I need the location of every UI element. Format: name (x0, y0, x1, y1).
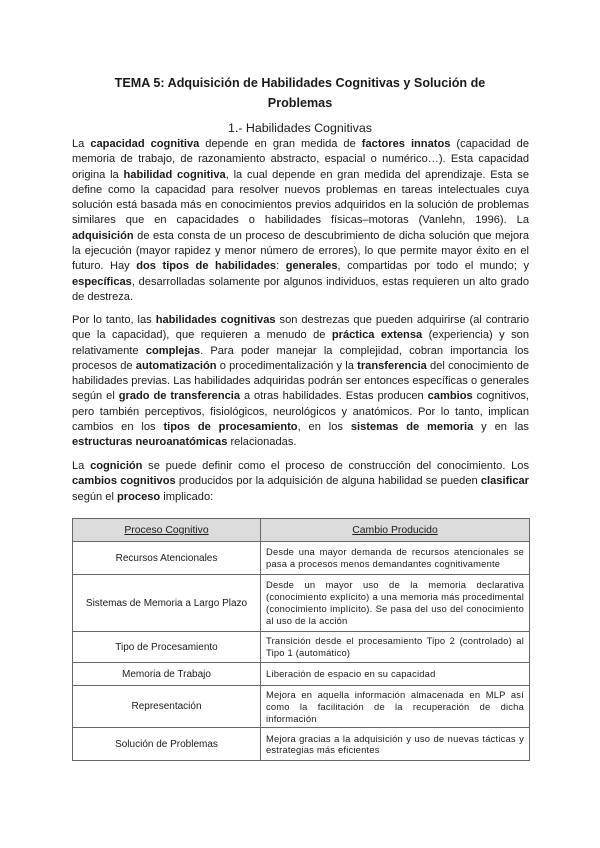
bold-term: cognición (90, 460, 143, 472)
bold-term: estructuras neuroanatómicas (72, 436, 228, 449)
cell-proceso: Memoria de Trabajo (73, 663, 261, 686)
text-run: relacionadas. (227, 436, 297, 449)
table-header-row (73, 519, 530, 542)
text-run: implicado: (160, 490, 214, 503)
text-run: cognitivos, pero también perceptivos, fisiológicos, neurológicos y anatómicos. Por lo tanto, implican cambios en los (72, 390, 529, 434)
cell-cambio: Liberación de espacio en su capacidad (261, 663, 530, 686)
text-run: , desarrolladas solamente por algunos individuos, estas requieren un alto grado de destreza. (72, 275, 529, 303)
text-run: se puede definir como el proceso de construcción del conocimiento. Los (142, 460, 530, 472)
header-cambio-producido: Cambio Producido (261, 519, 530, 542)
bold-term: capacidad cognitiva (90, 138, 200, 150)
table-row (73, 728, 530, 761)
cell-proceso: Recursos Atencionales (73, 542, 261, 575)
text-run: según el (72, 490, 118, 503)
bold-term: transferencia (357, 359, 427, 372)
cell-cambio: Mejora en aquella información almacenada en MLP así como la facilitación de la recuperación de dicha información (261, 686, 530, 728)
bold-term: complejas (145, 344, 201, 357)
page-title: TEMA 5: Adquisición de Habilidades Cognitivas y Solución de Problemas (114, 76, 486, 110)
text-run: (experiencia) y son relativamente (72, 329, 530, 357)
text-run: y en las (473, 421, 529, 434)
header-proceso-cognitivo: Proceso Cognitivo (73, 519, 261, 542)
cell-proceso: Solución de Problemas (73, 728, 261, 761)
bold-term: específicas (72, 275, 132, 288)
text-run: depende en gran medida de (199, 138, 362, 150)
bold-term: factores innatos (361, 138, 451, 150)
bold-term: grado de transferencia (118, 390, 241, 403)
text-run: a otras habilidades. Estas producen (240, 390, 428, 403)
bold-term: proceso (117, 490, 161, 503)
table-row (73, 542, 530, 575)
table-row (73, 632, 530, 663)
text-run: , compartidas por todo el mundo; y (337, 260, 530, 273)
cell-proceso: Representación (73, 686, 261, 728)
table-row (73, 686, 530, 728)
bold-term: tipos de procesamiento (163, 421, 298, 434)
cognitive-changes-table (72, 518, 530, 761)
paragraph-habilidades-cognitivas (72, 313, 529, 451)
text-run: . Para poder manejar la complejidad, cobran importancia los procesos de (72, 344, 529, 372)
text-run: o procedimentalización y la (216, 359, 358, 372)
text-run: Por lo tanto, las (72, 314, 156, 326)
text-run: producidos por la adquisición de alguna habilidad se pueden (175, 475, 481, 488)
bold-term: cambios cognitivos (72, 475, 176, 488)
bold-term: generales (285, 260, 338, 273)
text-run: del conocimiento de habilidades previas. Las habilidades adquiridas podrán ser entonces específicas o generales según el (72, 359, 529, 403)
text-run: : (276, 260, 286, 273)
cell-cambio: Desde un mayor uso de la memoria declarativa (conocimiento explícito) a una memoria más procedimental (conocimiento implícito). Se pasa del uso del conocimiento al uso de la acción (261, 575, 530, 632)
section-heading: 1.- Habilidades Cognitivas (228, 121, 372, 135)
bold-term: habilidad cognitiva (123, 168, 226, 181)
cell-cambio: Transición desde el procesamiento Tipo 2 (controlado) al Tipo 1 (automático) (261, 632, 530, 663)
bold-term: cambios (427, 390, 473, 403)
bold-term: adquisición (72, 229, 134, 242)
bold-term: práctica extensa (331, 329, 423, 342)
cell-proceso: Sistemas de Memoria a Largo Plazo (73, 575, 261, 632)
text-run: , la cual depende en gran medida del aprendizaje. Esta se define como la capacidad para resolver nuevos problemas en tareas intelectuales cuya solución está basada más en conocimientos previos adquiridos en la solución de problemas similares que en capacidades o habilidades físicas–motoras (Vanlehn, 1996). La (72, 168, 529, 227)
table-body (73, 542, 530, 761)
text-run: La (72, 138, 91, 150)
bold-term: habilidades cognitivas (155, 314, 276, 326)
table-row (73, 575, 530, 632)
cell-cambio: Mejora gracias a la adquisición y uso de nuevas tácticas y estrategias más eficientes (261, 728, 530, 761)
paragraph-capacidad-cognitiva (72, 137, 529, 305)
text-run: (capacidad de memoria de trabajo, de razonamiento abstracto, espacial o numérico…). Esta capacidad origina la (72, 138, 530, 181)
text-run: , en los (297, 421, 351, 434)
cell-cambio: Desde una mayor demanda de recursos atencionales se pasa a procesos menos demandantes cognitivamente (261, 542, 530, 575)
text-run: son destrezas que pueden adquirirse (al contrario que la capacidad), que requieren a menudo de (72, 314, 530, 342)
table-row (73, 663, 530, 686)
cell-proceso: Tipo de Procesamiento (73, 632, 261, 663)
bold-term: clasificar (480, 475, 529, 488)
text-run: La (72, 460, 91, 472)
text-run: de esta consta de un proceso de descubrimiento de dicha solución que mejora la ejecución (mayor rapidez y menor número de errores), lo que permite mayor éxito en el futuro. Hay (72, 229, 529, 273)
bold-term: automatización (135, 359, 217, 372)
bold-term: sistemas de memoria (350, 421, 474, 434)
paragraph-cognicion (72, 459, 529, 505)
bold-term: dos tipos de habilidades (136, 260, 277, 273)
